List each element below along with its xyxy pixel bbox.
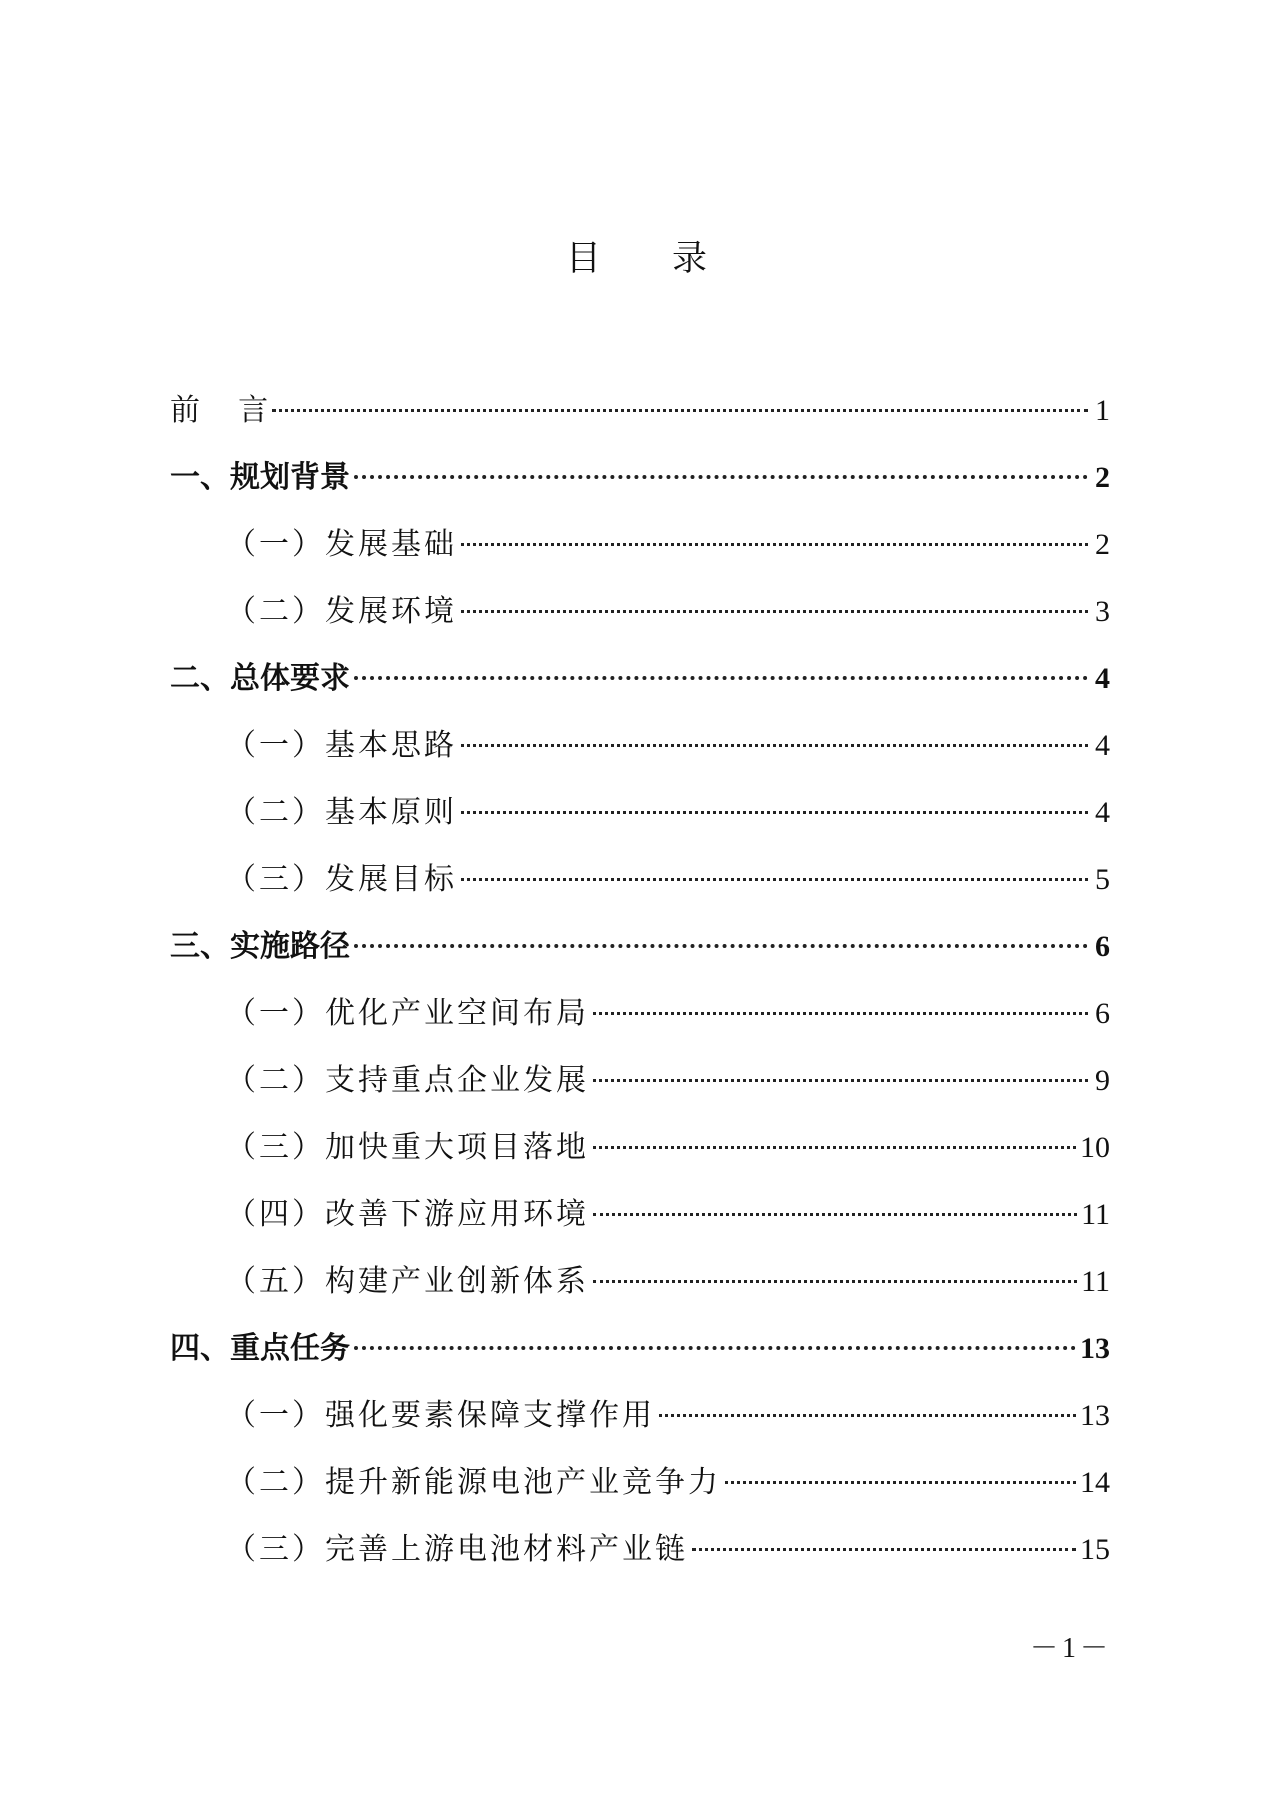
footer-page-number: －1－ xyxy=(1030,1633,1113,1664)
toc-entry-page: 11 xyxy=(1081,1265,1110,1298)
toc-entry-label: 二、总体要求 xyxy=(170,661,350,696)
toc-entry-page: 13 xyxy=(1080,1332,1110,1365)
toc-entry-page: 9 xyxy=(1095,1064,1110,1097)
toc-entry-page: 5 xyxy=(1095,863,1110,896)
toc-leader-dots xyxy=(659,1414,1076,1417)
toc-entry-page: 14 xyxy=(1080,1466,1110,1499)
toc-entry-page: 3 xyxy=(1095,595,1110,628)
toc-leader-dots xyxy=(354,676,1088,680)
toc-entry-label: （一）发展基础 xyxy=(226,527,457,562)
toc-leader-dots xyxy=(725,1481,1076,1484)
toc-leader-dots xyxy=(461,878,1088,881)
toc-entry-section-1[interactable] xyxy=(170,455,1110,522)
toc-entry-page: 4 xyxy=(1095,796,1110,829)
toc-entry-page: 15 xyxy=(1080,1533,1110,1566)
toc-entry-subsection[interactable] xyxy=(170,857,1110,924)
toc-leader-dots xyxy=(461,811,1088,814)
toc-entry-section-4[interactable] xyxy=(170,1326,1110,1393)
toc-entry-subsection[interactable] xyxy=(170,790,1110,857)
toc-entry-page: 4 xyxy=(1095,662,1110,695)
toc-entry-label: （三）发展目标 xyxy=(226,862,457,897)
toc-entry-preface[interactable] xyxy=(170,388,1110,455)
toc-entry-label: （二）提升新能源电池产业竞争力 xyxy=(226,1465,721,1500)
toc-entry-subsection[interactable] xyxy=(170,589,1110,656)
toc-leader-dots xyxy=(272,409,1088,412)
toc-entry-label: 前 言 xyxy=(170,393,269,428)
toc-leader-dots xyxy=(461,610,1088,613)
toc-leader-dots xyxy=(593,1079,1088,1082)
toc-leader-dots xyxy=(593,1213,1077,1216)
toc-entry-label: 三、实施路径 xyxy=(170,929,350,964)
toc-entry-page: 10 xyxy=(1080,1131,1110,1164)
toc-entry-label: （二）基本原则 xyxy=(226,795,457,830)
toc-leader-dots xyxy=(692,1548,1076,1551)
toc-entry-subsection[interactable] xyxy=(170,1460,1110,1527)
toc-leader-dots xyxy=(593,1146,1076,1149)
toc-entry-subsection[interactable] xyxy=(170,1527,1110,1594)
toc-entry-page: 2 xyxy=(1095,528,1110,561)
toc-entry-subsection[interactable] xyxy=(170,1259,1110,1326)
toc-entry-page: 13 xyxy=(1080,1399,1110,1432)
toc-entry-label: 四、重点任务 xyxy=(170,1331,350,1366)
table-of-contents xyxy=(170,388,1110,1594)
toc-leader-dots xyxy=(461,543,1088,546)
toc-entry-subsection[interactable] xyxy=(170,723,1110,790)
toc-entry-label: （五）构建产业创新体系 xyxy=(226,1264,589,1299)
toc-leader-dots xyxy=(354,1346,1076,1350)
toc-entry-subsection[interactable] xyxy=(170,1393,1110,1460)
toc-leader-dots xyxy=(461,744,1088,747)
toc-entry-label: （三）完善上游电池材料产业链 xyxy=(226,1532,688,1567)
toc-leader-dots xyxy=(593,1012,1088,1015)
toc-entry-label: （三）加快重大项目落地 xyxy=(226,1130,589,1165)
toc-entry-label: （一）强化要素保障支撑作用 xyxy=(226,1398,655,1433)
toc-entry-page: 4 xyxy=(1095,729,1110,762)
toc-leader-dots xyxy=(354,475,1088,479)
toc-entry-page: 1 xyxy=(1095,394,1110,427)
toc-entry-label: （二）发展环境 xyxy=(226,594,457,629)
toc-entry-subsection[interactable] xyxy=(170,522,1110,589)
toc-entry-page: 2 xyxy=(1095,461,1110,494)
toc-entry-label: （一）优化产业空间布局 xyxy=(226,996,589,1031)
toc-entry-label: 一、规划背景 xyxy=(170,460,350,495)
toc-entry-subsection[interactable] xyxy=(170,1058,1110,1125)
toc-leader-dots xyxy=(354,944,1088,948)
toc-entry-section-2[interactable] xyxy=(170,656,1110,723)
toc-entry-page: 6 xyxy=(1095,997,1110,1030)
toc-entry-subsection[interactable] xyxy=(170,991,1110,1058)
page-title: 目 录 xyxy=(565,239,738,279)
toc-entry-label: （一）基本思路 xyxy=(226,728,457,763)
toc-entry-label: （四）改善下游应用环境 xyxy=(226,1197,589,1232)
toc-entry-page: 11 xyxy=(1081,1198,1110,1231)
toc-entry-subsection[interactable] xyxy=(170,1192,1110,1259)
toc-leader-dots xyxy=(593,1280,1077,1283)
toc-entry-label: （二）支持重点企业发展 xyxy=(226,1063,589,1098)
toc-entry-page: 6 xyxy=(1095,930,1110,963)
toc-entry-section-3[interactable] xyxy=(170,924,1110,991)
toc-entry-subsection[interactable] xyxy=(170,1125,1110,1192)
